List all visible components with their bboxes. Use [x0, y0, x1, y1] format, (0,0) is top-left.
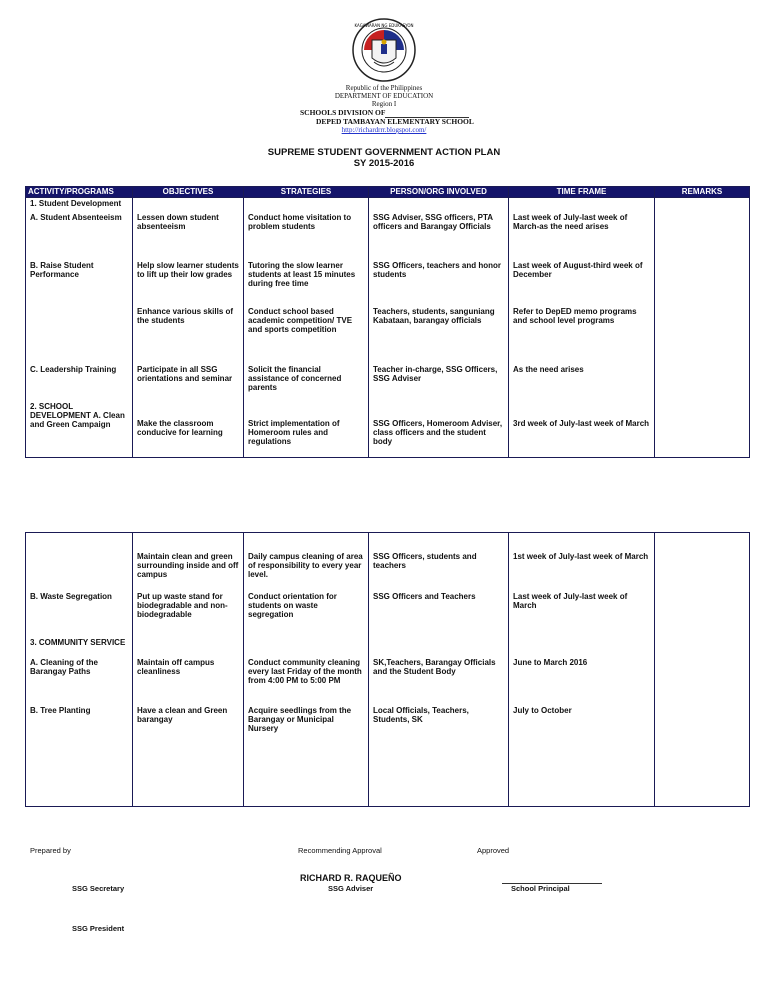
cell-strategy	[244, 400, 369, 458]
action-plan-table-2	[25, 532, 750, 807]
cell-strategy: Solicit the financial assistance of concerned parents	[244, 364, 369, 400]
document-title: SUPREME STUDENT GOVERNMENT ACTION PLAN	[267, 147, 501, 158]
cell-strategy	[244, 533, 369, 591]
table-row	[26, 306, 750, 364]
col-header-activity: ACTIVITY/PROGRAMS	[26, 187, 133, 198]
cell-person: SSG Officers, teachers and honor students	[369, 260, 509, 306]
school-year: SY 2015-2016	[353, 158, 415, 169]
cell-person	[369, 533, 509, 591]
adviser-title: SSG Adviser	[328, 884, 374, 893]
cell-person	[369, 637, 509, 657]
col-header-strategies: STRATEGIES	[244, 187, 369, 198]
cell-time: Refer to DepED memo programs and school level programs	[509, 306, 655, 364]
col-header-timeframe: TIME FRAME	[509, 187, 655, 198]
cell-objective: Put up waste stand for biodegradable and non-biodegradable	[133, 591, 244, 637]
deped-seal-logo	[352, 18, 416, 82]
col-header-objectives: OBJECTIVES	[133, 187, 244, 198]
cell-objective: Enhance various skills of the students	[133, 306, 244, 364]
table-row	[26, 364, 750, 400]
cell-objective: Maintain off campus cleanliness	[133, 657, 244, 705]
table-row	[26, 705, 750, 807]
header-division: SCHOOLS DIVISION OF	[300, 108, 386, 117]
cell-strategy: Tutoring the slow learner students at least 15 minutes during free time	[244, 260, 369, 306]
table-row	[26, 198, 750, 212]
cell-time-text: 3rd week of July-last week of March	[513, 418, 650, 428]
cell-remarks	[655, 306, 750, 364]
cell-activity: B. Raise Student Performance	[26, 260, 133, 306]
cell-objective: Participate in all SSG orientations and seminar	[133, 364, 244, 400]
cell-remarks	[655, 198, 750, 212]
cell-time	[509, 533, 655, 591]
cell-person	[369, 400, 509, 458]
cell-time	[509, 637, 655, 657]
cell-remarks	[655, 400, 750, 458]
cell-activity	[26, 533, 133, 591]
president-title: SSG President	[72, 924, 125, 933]
table-row	[26, 260, 750, 306]
cell-strategy	[244, 637, 369, 657]
svg-text:KAGAWARAN NG EDUKASYON: KAGAWARAN NG EDUKASYON	[354, 23, 414, 28]
recommending-approval-label: Recommending Approval	[298, 846, 382, 855]
col-header-person: PERSON/ORG INVOLVED	[369, 187, 509, 198]
prepared-by-label: Prepared by	[30, 846, 71, 855]
cell-activity: B. Waste Segregation	[26, 591, 133, 637]
action-plan-table-1	[25, 186, 750, 458]
header-region: Region I	[371, 100, 397, 108]
cell-objective: Lessen down student absenteeism	[133, 212, 244, 260]
cell-remarks	[655, 591, 750, 637]
table-row	[26, 591, 750, 637]
col-header-remarks: REMARKS	[655, 187, 750, 198]
table-row	[26, 400, 750, 458]
cell-strategy-text: Daily campus cleaning of area of responsibility to every year level.	[248, 552, 363, 579]
cell-activity: A. Cleaning of the Barangay Paths	[26, 657, 133, 705]
adviser-name: RICHARD R. RAQUEÑO	[300, 873, 402, 883]
cell-strategy: Conduct orientation for students on waste segregation	[244, 591, 369, 637]
cell-person: Local Officials, Teachers, Students, SK	[369, 705, 509, 807]
cell-objective	[133, 637, 244, 657]
cell-activity-text: 2. SCHOOL DEVELOPMENT A. Clean and Green Campaign	[30, 401, 125, 429]
cell-time-text: 1st week of July-last week of March	[513, 552, 649, 561]
cell-objective-text: Make the classroom conducive for learning	[137, 418, 223, 437]
cell-objective-text: Maintain clean and green surrounding inside and off campus	[137, 552, 239, 579]
cell-activity: B. Tree Planting	[26, 705, 133, 807]
cell-time: Last week of August-third week of December	[509, 260, 655, 306]
cell-time: As the need arises	[509, 364, 655, 400]
cell-objective: Help slow learner students to lift up their low grades	[133, 260, 244, 306]
cell-remarks	[655, 637, 750, 657]
header-republic: Republic of the Philippines	[345, 84, 423, 92]
cell-time: July to October	[509, 705, 655, 807]
cell-person: Teachers, students, sanguniang Kabataan, barangay officials	[369, 306, 509, 364]
cell-strategy: Conduct school based academic competition/ TVE and sports competition	[244, 306, 369, 364]
cell-person: Teacher in-charge, SSG Officers, SSG Adviser	[369, 364, 509, 400]
header-department: DEPARTMENT OF EDUCATION	[334, 92, 434, 100]
cell-person	[369, 198, 509, 212]
cell-activity: 3. COMMUNITY SERVICE	[26, 637, 133, 657]
cell-objective	[133, 533, 244, 591]
cell-time: Last week of July-last week of March	[509, 591, 655, 637]
cell-activity: 1. Student Development	[26, 198, 133, 212]
approved-label: Approved	[477, 846, 510, 855]
header-school: DEPED TAMBAYAN ELEMENTARY SCHOOL	[316, 117, 474, 126]
cell-person: SK,Teachers, Barangay Officials and the Student Body	[369, 657, 509, 705]
cell-remarks	[655, 260, 750, 306]
cell-strategy: Conduct community cleaning every last Friday of the month from 4:00 PM to 5:00 PM	[244, 657, 369, 705]
table-row	[26, 212, 750, 260]
cell-activity	[26, 306, 133, 364]
cell-objective	[133, 400, 244, 458]
cell-time: Last week of July-last week of March-as the need arises	[509, 212, 655, 260]
cell-person: SSG Officers and Teachers	[369, 591, 509, 637]
table-row	[26, 637, 750, 657]
cell-activity: C. Leadership Training	[26, 364, 133, 400]
cell-strategy: Acquire seedlings from the Barangay or Municipal Nursery	[244, 705, 369, 807]
cell-objective	[133, 198, 244, 212]
header-url-link[interactable]: http://richardrrr.blogspot.com/	[341, 126, 427, 134]
principal-title: School Principal	[511, 884, 570, 893]
table-row	[26, 533, 750, 591]
cell-remarks	[655, 657, 750, 705]
cell-person-text: SSG Officers, Homeroom Adviser, class officers and the student body	[373, 418, 503, 446]
cell-objective: Have a clean and Green barangay	[133, 705, 244, 807]
secretary-title: SSG Secretary	[72, 884, 125, 893]
cell-remarks	[655, 212, 750, 260]
cell-remarks	[655, 705, 750, 807]
cell-strategy-text: Strict implementation of Homeroom rules and regulations	[248, 418, 340, 446]
cell-person-text: SSG Officers, students and teachers	[373, 552, 477, 570]
cell-time: June to March 2016	[509, 657, 655, 705]
cell-time	[509, 400, 655, 458]
cell-activity	[26, 400, 133, 458]
table-row	[26, 657, 750, 705]
cell-time	[509, 198, 655, 212]
cell-strategy: Conduct home visitation to problem students	[244, 212, 369, 260]
cell-activity: A. Student Absenteeism	[26, 212, 133, 260]
cell-remarks	[655, 364, 750, 400]
cell-remarks	[655, 533, 750, 591]
cell-strategy	[244, 198, 369, 212]
cell-person: SSG Adviser, SSG officers, PTA officers and Barangay Officials	[369, 212, 509, 260]
